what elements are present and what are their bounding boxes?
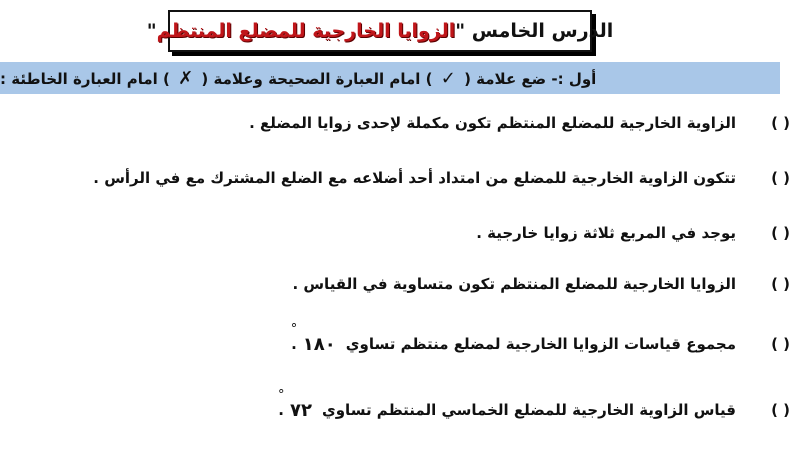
statement-5 xyxy=(290,321,790,358)
lesson-title xyxy=(146,10,614,52)
question-part-2: ) امام العبارة الصحيحة وعلامة ( xyxy=(201,69,433,88)
degree-value xyxy=(278,387,312,421)
statement-text: تتكون الزاوية الخارجية للمضلع من امتداد أحد أضلاعه مع الضلع المشترك مع في الرأس . xyxy=(93,169,736,187)
statement-end-dot: . xyxy=(278,401,284,419)
lesson-title-suffix: " xyxy=(146,20,157,42)
question-instruction xyxy=(0,68,596,89)
answer-blank[interactable]: ( ) xyxy=(771,401,790,419)
statement-1 xyxy=(249,109,790,137)
question-part-1: أول :- ضع علامة ( xyxy=(464,69,597,88)
question-part-3: ) امام العبارة الخاطئة : xyxy=(0,69,170,88)
answer-blank[interactable]: ( ) xyxy=(771,114,790,132)
degree-number: ٧٢ xyxy=(290,399,312,421)
answer-blank[interactable]: ( ) xyxy=(771,169,790,187)
answer-blank[interactable]: ( ) xyxy=(771,224,790,242)
statement-text: مجموع قياسات الزوايا الخارجية لمضلع منتظم تساوي xyxy=(345,335,736,353)
statement-text: يوجد في المربع ثلاثة زوايا خارجية . xyxy=(476,224,736,242)
statement-end-dot: . xyxy=(291,335,297,353)
degree-symbol: ° xyxy=(278,387,291,403)
statement-text: الزوايا الخارجية للمضلع المنتظم تكون متساوية في القياس . xyxy=(292,275,736,293)
statement-3 xyxy=(476,219,790,247)
check-mark-icon: ✓ xyxy=(440,67,456,89)
question-header-bar xyxy=(0,62,780,94)
statement-4 xyxy=(292,270,790,298)
statement-2 xyxy=(93,164,790,192)
answer-blank[interactable]: ( ) xyxy=(771,275,790,293)
degree-value xyxy=(290,321,336,355)
answer-blank[interactable]: ( ) xyxy=(771,335,790,353)
lesson-title-prefix: الدرس الخامس " xyxy=(455,20,614,42)
degree-symbol: ° xyxy=(290,321,304,337)
lesson-title-subject: الزوايا الخارجية للمضلع المنتظم xyxy=(156,20,456,42)
cross-mark-icon: ✗ xyxy=(178,67,194,89)
statement-6 xyxy=(278,387,790,424)
degree-number: ١٨٠ xyxy=(302,333,336,355)
statement-text: قياس الزاوية الخارجية للمضلع الخماسي المنتظم تساوي xyxy=(321,401,736,419)
statement-text: الزاوية الخارجية للمضلع المنتظم تكون مكملة لإحدى زوايا المضلع . xyxy=(249,114,736,132)
